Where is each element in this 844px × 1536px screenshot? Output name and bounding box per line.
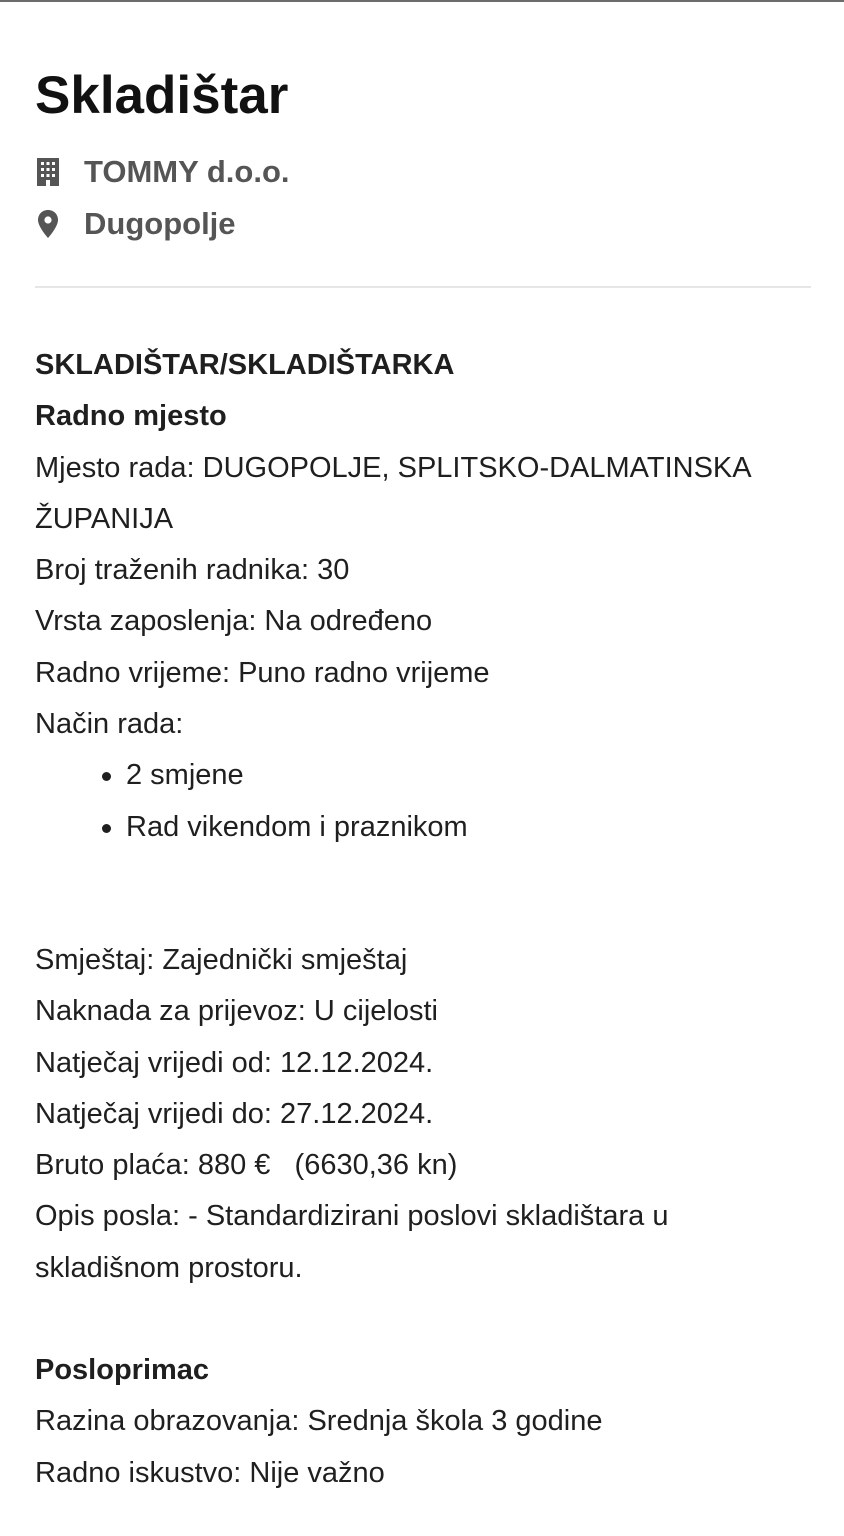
education-level: Razina obrazovanja: Srednja škola 3 godine xyxy=(35,1405,603,1438)
list-item: Rad vikendom i praznikom xyxy=(126,802,811,853)
valid-from: Natječaj vrijedi od: 12.12.2024. xyxy=(35,1046,434,1079)
employment-type: Vrsta zaposlenja: Na određeno xyxy=(35,605,433,638)
building-icon xyxy=(35,157,61,187)
location-row xyxy=(35,198,811,250)
divider xyxy=(35,286,811,288)
job-heading: SKLADIŠTAR/SKLADIŠTARKA xyxy=(35,349,455,381)
section-title-employee: Posloprimac xyxy=(35,1354,210,1387)
page-title: Skladištar xyxy=(35,66,289,125)
company-row xyxy=(35,146,811,198)
section-title-job: Radno mjesto xyxy=(35,400,227,433)
working-hours: Radno vrijeme: Puno radno vrijeme xyxy=(35,656,490,689)
top-border xyxy=(0,0,844,2)
job-details xyxy=(35,340,811,1499)
gross-salary: Bruto plaća: 880 € (6630,36 kn) xyxy=(35,1149,458,1182)
work-place-line1: Mjesto rada: DUGOPOLJE, SPLITSKO-DALMATINSKA xyxy=(35,451,752,484)
spacer xyxy=(35,853,811,935)
work-mode-list xyxy=(35,750,811,853)
company-name[interactable]: TOMMY d.o.o. xyxy=(84,154,290,189)
work-experience: Radno iskustvo: Nije važno xyxy=(35,1456,385,1489)
job-description-line1: Opis posla: - Standardizirani poslovi skladištara u xyxy=(35,1200,669,1233)
job-posting xyxy=(35,62,811,1499)
transport-allowance: Naknada za prijevoz: U cijelosti xyxy=(35,995,438,1028)
work-place-line2: ŽUPANIJA xyxy=(35,502,174,535)
spacer xyxy=(35,1294,811,1345)
accommodation: Smještaj: Zajednički smještaj xyxy=(35,943,408,976)
workers-needed: Broj traženih radnika: 30 xyxy=(35,554,350,587)
work-mode-label: Način rada: xyxy=(35,708,184,741)
map-pin-icon xyxy=(35,209,61,239)
location-name: Dugopolje xyxy=(84,206,236,241)
valid-to: Natječaj vrijedi do: 27.12.2024. xyxy=(35,1097,434,1130)
job-description-line2: skladišnom prostoru. xyxy=(35,1251,303,1284)
list-item: 2 smjene xyxy=(126,750,811,801)
